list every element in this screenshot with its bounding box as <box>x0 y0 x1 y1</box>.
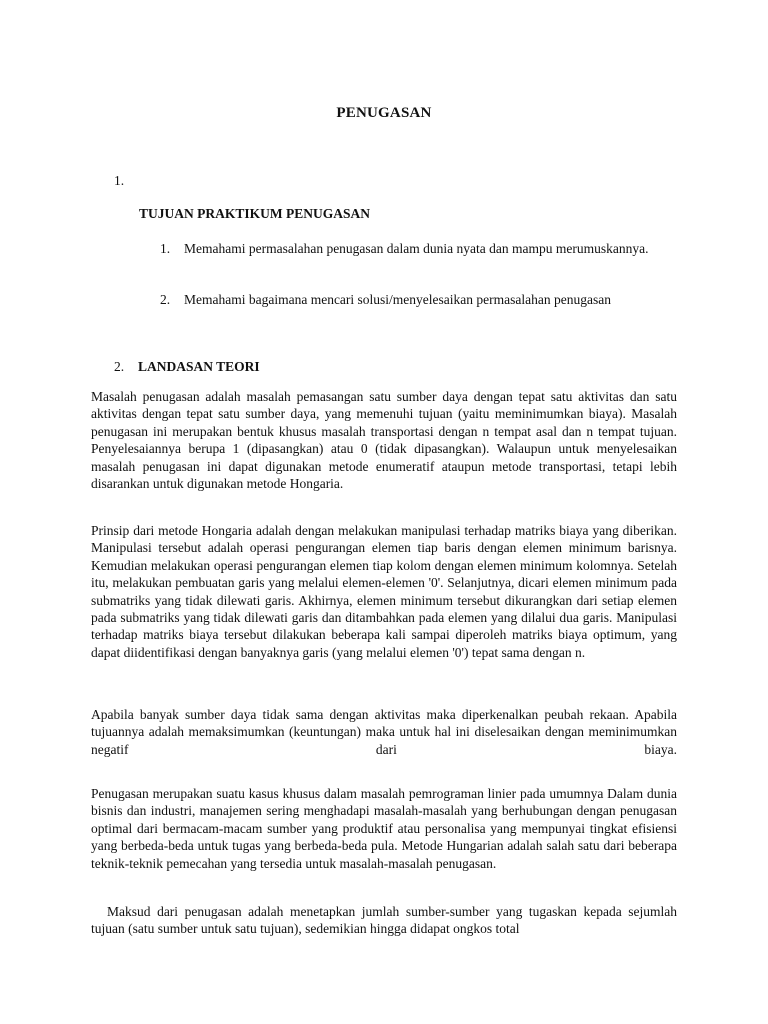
goal-item-1-number: 1. <box>160 241 171 256</box>
paragraph-2: Prinsip dari metode Hongaria adalah dengan melakukan manipulasi terhadap matriks biaya yang diberikan. Manipulasi tersebut adalah operasi pengurangan elemen tiap baris dengan elemen minimum barisnya. Kemudian melakukan operasi pengurangan elemen tiap kolom dengan elemen minimum kolomnya. Setelah itu, melakukan pembuatan garis yang melalui elemen-elemen '0'. Selanjutnya, dicari elemen minimum pada submatriks yang tidak dilewati garis. Akhirnya, elemen minimum tersebut dikurangkan dari setiap elemen pada submatriks yang tidak dilewati garis dan ditambahkan pada elemen yang dilalui dua garis. Manipulasi terhadap matriks biaya tersebut dilakukan beberapa kali sampai diperoleh matriks biaya optimum, yang dapat diidentifikasi dengan banyaknya garis (yang melalui elemen '0') tepat sama dengan n. <box>91 523 677 660</box>
goal-item-2-number: 2. <box>160 292 171 307</box>
goal-item-2 <box>160 291 680 308</box>
goal-item-1-text: Memahami permasalahan penugasan dalam dunia nyata dan mampu merumuskannya. <box>184 241 649 256</box>
paragraph-1: Masalah penugasan adalah masalah pemasangan satu sumber daya dengan tepat satu aktivitas dan satu aktivitas dengan tepat satu sumber daya, yang memenuhi tujuan (yaitu meminimumkan biaya). Masalah penugasan ini merupakan bentuk khusus masalah transportasi dengan n tempat asal dan n tempat tujuan. Penyelesaiannya berupa 1 (dipasangkan) atau 0 (tidak dipasangkan). Walaupun untuk menyelesaikan masalah penugasan ini dapat digunakan metode enumeratif ataupun metode transportasi, tetapi lebih disarankan untuk digunakan metode Hongaria. <box>91 389 677 492</box>
section-2-heading: LANDASAN TEORI <box>138 359 260 374</box>
section-2-heading-row <box>114 359 260 375</box>
section-1-number: 1. <box>114 173 125 188</box>
paragraph-4: Penugasan merupakan suatu kasus khusus dalam masalah pemrograman linier pada umumnya Dalam dunia bisnis dan industri, manajemen sering menghadapi masalah-masalah yang berhubungan dengan penugasan optimal dari bermacam-macam sumber yang produktif atau personalisa yang mempunyai tingkat efisiensi yang berbeda-beda untuk tugas yang berbeda-beda pula. Metode Hungarian adalah salah satu dari beberapa teknik-teknik pemecahan yang tersedia untuk masalah-masalah penugasan. <box>91 786 677 871</box>
goal-item-2-text: Memahami bagaimana mencari solusi/menyelesaikan permasalahan penugasan <box>184 292 611 307</box>
document-title: PENUGASAN <box>336 105 432 121</box>
paragraph-3: Apabila banyak sumber daya tidak sama dengan aktivitas maka diperkenalkan peubah rekaan. Apabila tujuannya adalah memaksimumkan (keuntungan) maka untuk hal ini diselesaikan dengan meminimumkan negatif dari biaya. <box>91 707 677 757</box>
section-1-heading: TUJUAN PRAKTIKUM PENUGASAN <box>139 206 371 221</box>
section-2-number: 2. <box>114 359 125 374</box>
paragraph-5: Maksud dari penugasan adalah menetapkan jumlah sumber-sumber yang tugaskan kepada sejumlah tujuan (satu sumber untuk satu tujuan), sedemikian hingga didapat ongkos total <box>91 904 677 937</box>
goal-item-1 <box>160 240 680 257</box>
